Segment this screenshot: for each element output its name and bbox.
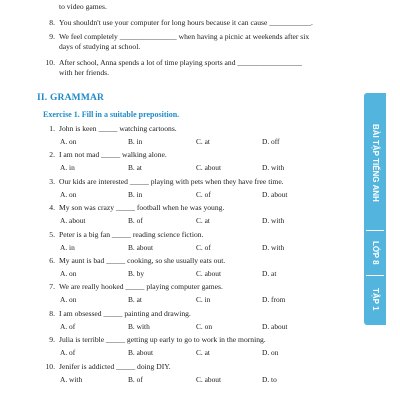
question-number: 7. (49, 282, 55, 292)
answer-option: D. to (262, 374, 277, 384)
question-text: Julia is terrible _____ getting up early to go to work in the morning. (59, 335, 266, 345)
answer-option: A. on (60, 269, 77, 278)
answer-option: D. about (262, 321, 288, 331)
answer-option: C. of (196, 242, 211, 252)
question-text: I am obsessed _____ painting and drawing. (59, 308, 191, 318)
question-number: 8. (49, 308, 55, 318)
previous-exercise-line (43, 68, 109, 77)
answer-option: C. at (196, 137, 210, 146)
side-tab-divider (366, 275, 384, 276)
answer-option: B. about (128, 242, 154, 252)
question-stem (43, 335, 266, 344)
question-text: John is keen _____ watching cartoons. (59, 124, 177, 133)
question-number: 3. (49, 176, 55, 186)
previous-exercise-line (43, 32, 309, 41)
answer-option: A. of (60, 348, 76, 358)
question-stem (43, 124, 177, 133)
answer-option: A. of (60, 321, 76, 331)
question-number: 4. (49, 203, 55, 213)
answer-option: D. at (262, 269, 277, 278)
answer-option: C. about (196, 374, 222, 384)
question-number: 5. (49, 229, 55, 239)
question-text: I am not mad _____ walking alone. (59, 150, 167, 160)
side-tab-volume: TẬP 1 (371, 287, 380, 311)
question-stem (43, 230, 203, 239)
answer-option: D. about (262, 189, 288, 199)
answer-option: D. with (262, 216, 285, 226)
question-stem (43, 177, 284, 186)
answer-option: C. at (196, 348, 210, 358)
question-number: 9. (49, 335, 55, 345)
answer-option: C. at (196, 216, 210, 226)
question-text: Peter is a big fan _____ reading science fiction. (59, 229, 204, 239)
answer-option: D. with (262, 163, 285, 173)
answer-option: A. with (60, 374, 83, 384)
answer-option: A. on (60, 295, 77, 305)
previous-exercise-line (43, 18, 313, 27)
question-number: 1. (49, 124, 55, 133)
answer-option: A. about (60, 216, 86, 226)
question-stem (43, 256, 225, 265)
answer-option: B. at (128, 295, 142, 305)
question-number: 6. (49, 256, 55, 265)
question-text: Our kids are interested _____ playing with pets when they have free time. (59, 176, 284, 186)
question-text: My aunt is bad _____ cooking, so she usually eats out. (59, 256, 226, 265)
answer-option: A. in (60, 163, 75, 173)
answer-option: C. about (196, 269, 222, 278)
side-tab-divider (366, 230, 384, 231)
previous-exercise-line (43, 42, 140, 51)
answer-option: A. in (60, 242, 75, 252)
question-text: My son was crazy _____ football when he was young. (59, 203, 225, 213)
section-title: II. GRAMMAR (37, 93, 105, 103)
side-tab-grade: LỚP 8 (371, 241, 380, 265)
question-number: 10. (45, 361, 55, 371)
question-stem (43, 282, 223, 291)
answer-option: B. of (128, 374, 143, 384)
answer-option: A. on (60, 137, 77, 146)
item-text: After school, Anna spends a lot of time playing sports and _________________ (59, 58, 302, 67)
item-text: with her friends. (59, 68, 109, 77)
question-stem (43, 150, 167, 159)
item-text: You shouldn't use your computer for long hours because it can cause ___________. (59, 18, 313, 27)
answer-option: C. of (196, 189, 211, 199)
item-text: days of studying at school. (59, 42, 141, 51)
answer-option: C. in (196, 295, 211, 305)
question-text: We are really hooked _____ playing computer games. (59, 282, 223, 292)
item-number: 8. (49, 18, 55, 27)
question-stem (43, 362, 171, 371)
question-stem (43, 203, 224, 212)
answer-option: C. on (196, 321, 213, 331)
exercise-title: Exercise 1. Fill in a suitable preposition. (43, 110, 180, 119)
answer-option: B. of (128, 216, 143, 226)
answer-option: B. in (128, 189, 143, 199)
item-number: 10. (45, 58, 55, 67)
answer-option: A. on (60, 189, 77, 199)
answer-option: B. by (128, 269, 145, 278)
answer-option: D. from (262, 295, 286, 305)
previous-exercise-line (43, 58, 302, 67)
question-text: Jenifer is addicted _____ doing DIY. (59, 361, 171, 371)
answer-option: B. in (128, 137, 143, 146)
question-number: 2. (49, 150, 55, 160)
answer-option: D. on (262, 348, 279, 358)
answer-option: D. off (262, 137, 280, 146)
item-text: to video games. (59, 2, 107, 11)
item-number: 9. (49, 32, 55, 41)
item-text: We feel completely _______________ when having a picnic at weekends after six (59, 32, 310, 41)
side-tab-book-title: BÀI TẬP TIẾNG ANH (371, 124, 380, 202)
question-stem (43, 309, 191, 318)
answer-option: B. about (128, 348, 154, 358)
answer-option: B. with (128, 321, 150, 331)
answer-option: D. with (262, 242, 285, 252)
answer-option: C. about (196, 163, 222, 173)
previous-exercise-line (43, 2, 107, 11)
side-tab (364, 93, 386, 325)
answer-option: B. at (128, 163, 142, 173)
